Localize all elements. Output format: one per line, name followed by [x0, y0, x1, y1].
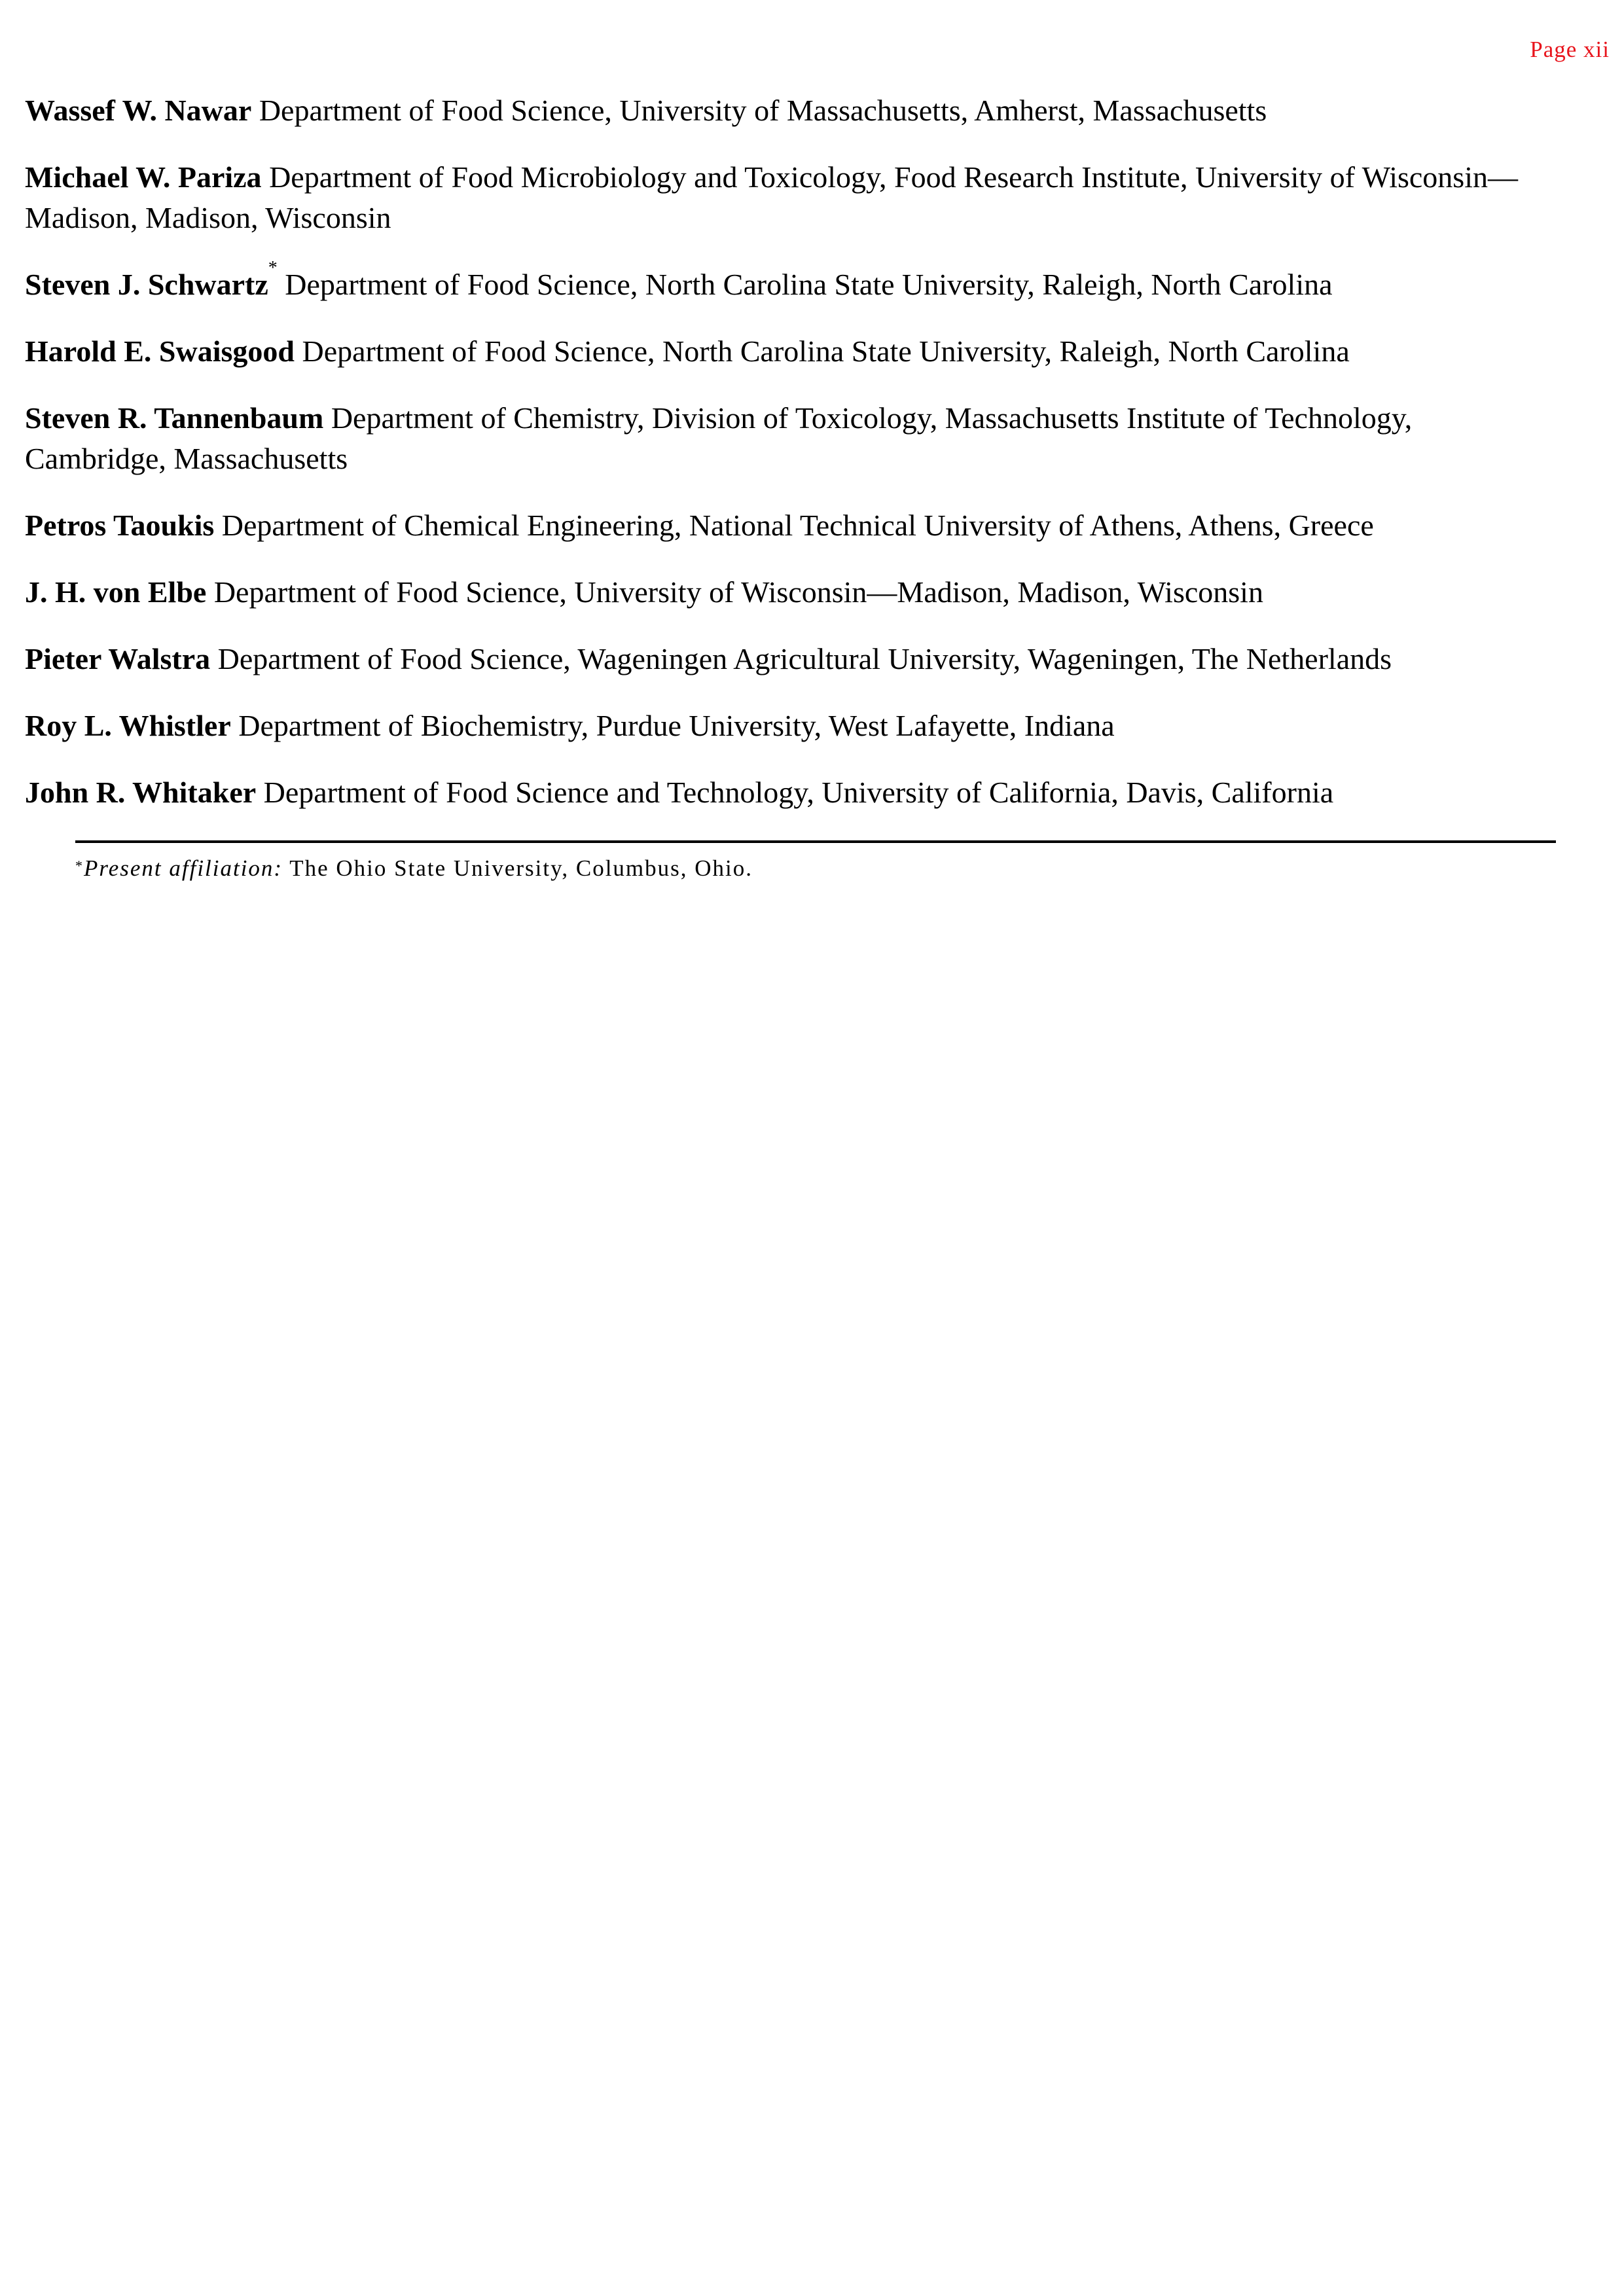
- contributor-name: Steven R. Tannenbaum: [25, 401, 324, 435]
- contributor-affiliation: Department of Food Science, North Carolina State University, Raleigh, North Carolina: [302, 334, 1350, 368]
- footnote: [75, 852, 753, 885]
- contributor-affiliation: Department of Food Science, North Carolina State University, Raleigh, North Carolina: [285, 268, 1333, 301]
- footnote-marker: *: [75, 857, 84, 874]
- contributor-affiliation: Department of Biochemistry, Purdue University, West Lafayette, Indiana: [238, 709, 1115, 742]
- contributor-entry: [25, 505, 1550, 546]
- contributor-affiliation: Department of Food Microbiology and Toxicology, Food Research Institute, University of Wisconsin—Madison, Madison, Wisconsin: [25, 160, 1518, 234]
- footnote-label: Present affiliation:: [84, 855, 283, 881]
- contributor-entry: [25, 398, 1550, 479]
- contributor-name: Harold E. Swaisgood: [25, 334, 295, 368]
- contributor-affiliation: Department of Food Science, University of Wisconsin—Madison, Madison, Wisconsin: [213, 575, 1263, 609]
- contributor-name: John R. Whitaker: [25, 776, 257, 809]
- footnote-divider: [75, 840, 1556, 843]
- contributor-entry: [25, 639, 1550, 679]
- contributor-affiliation: Department of Chemistry, Division of Toxicology, Massachusetts Institute of Technology, Cambridge, Massachusetts: [25, 401, 1413, 475]
- contributor-entry: [25, 331, 1550, 372]
- contributor-entry: [25, 90, 1550, 131]
- contributor-marker: *: [268, 258, 278, 278]
- contributor-name: Steven J. Schwartz: [25, 268, 268, 301]
- contributor-affiliation: Department of Food Science and Technology, University of California, Davis, California: [263, 776, 1334, 809]
- contributor-entry: [25, 572, 1550, 613]
- contributor-name: Petros Taoukis: [25, 509, 215, 542]
- contributor-name: Roy L. Whistler: [25, 709, 231, 742]
- contributor-list: [25, 90, 1550, 839]
- contributor-name: Michael W. Pariza: [25, 160, 262, 194]
- contributor-entry: [25, 772, 1550, 813]
- footnote-text: The Ohio State University, Columbus, Ohio.: [289, 855, 753, 881]
- contributor-entry: [25, 258, 1550, 305]
- contributor-name: J. H. von Elbe: [25, 575, 207, 609]
- contributor-entry: [25, 157, 1550, 238]
- contributor-affiliation: Department of Food Science, Wageningen Agricultural University, Wageningen, The Netherlands: [217, 642, 1392, 675]
- contributor-entry: [25, 706, 1550, 746]
- page-number: Page xii: [1530, 37, 1610, 62]
- contributor-name: Pieter Walstra: [25, 642, 211, 675]
- contributor-name: Wassef W. Nawar: [25, 94, 252, 127]
- contributor-affiliation: Department of Chemical Engineering, National Technical University of Athens, Athens, Greece: [221, 509, 1374, 542]
- contributor-affiliation: Department of Food Science, University of Massachusetts, Amherst, Massachusetts: [259, 94, 1267, 127]
